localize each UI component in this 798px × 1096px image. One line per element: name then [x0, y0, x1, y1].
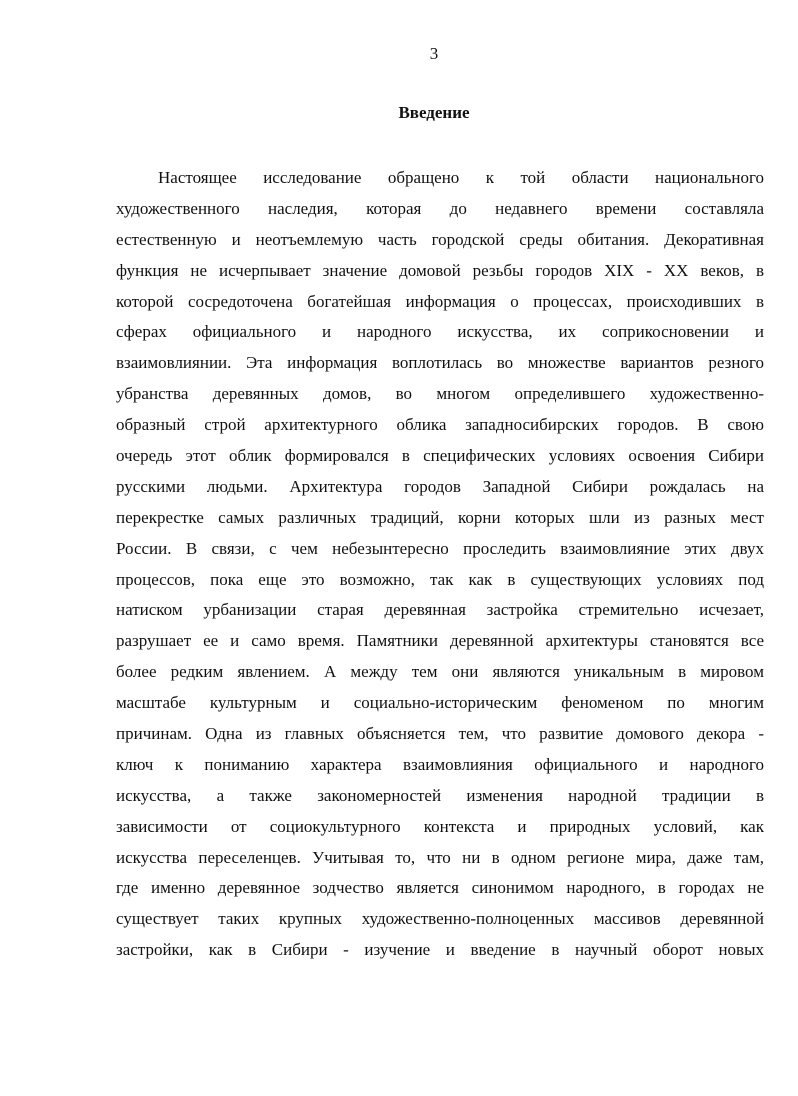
text-line: разрушает ее и само время. Памятники деревянной архитектуры становятся все: [116, 631, 764, 651]
section-heading: Введение: [398, 103, 470, 122]
introduction-paragraph: [116, 163, 764, 966]
text-line: Настоящее исследование обращено к той области национального: [158, 168, 764, 187]
text-line: ключ к пониманию характера взаимовлияния официального и народного: [116, 754, 764, 774]
text-line: взаимовлиянии. Эта информация воплотилась во множестве вариантов резного: [116, 353, 764, 373]
text-line: очередь этот облик формировался в специфических условиях освоения Сибири: [116, 446, 764, 466]
text-line: натиском урбанизации старая деревянная застройка стремительно исчезает,: [116, 600, 764, 620]
text-line: застройки, как в Сибири - изучение и введение в научный оборот новых: [116, 940, 764, 960]
text-line: где именно деревянное зодчество является синонимом народного, в городах не: [116, 878, 764, 898]
text-line: процессов, пока еще это возможно, так как в существующих условиях под: [116, 569, 764, 589]
text-line: художественного наследия, которая до недавнего времени составляла: [116, 198, 764, 218]
text-line: масштабе культурным и социально-историческим феноменом по многим: [116, 693, 764, 713]
text-line: более редким явлением. А между тем они являются уникальным в мировом: [116, 662, 764, 682]
text-line: функция не исчерпывает значение домовой резьбы городов XIX - XX веков, в: [116, 260, 764, 280]
text-line: убранства деревянных домов, во многом определившего художественно-: [116, 384, 764, 404]
text-line: сферах официального и народного искусства, их соприкосновении и: [116, 322, 764, 342]
text-line: искусства, а также закономерностей изменения народной традиции в: [116, 785, 764, 805]
text-line: естественную и неотъемлемую часть городской среды обитания. Декоративная: [116, 229, 764, 249]
text-line: существует таких крупных художественно-полноценных массивов деревянной: [116, 909, 764, 929]
text-line: причинам. Одна из главных объясняется тем, что развитие домового декора -: [116, 724, 764, 744]
text-line: перекрестке самых различных традиций, корни которых шли из разных мест: [116, 507, 764, 527]
page-number: 3: [429, 44, 439, 63]
text-line: образный строй архитектурного облика западносибирских городов. В свою: [116, 415, 764, 435]
text-line: искусства переселенцев. Учитывая то, что ни в одном регионе мира, даже там,: [116, 847, 764, 867]
text-line: которой сосредоточена богатейшая информация о процессах, происходивших в: [116, 291, 764, 311]
text-line: зависимости от социокультурного контекста и природных условий, как: [116, 816, 764, 836]
text-line: России. В связи, с чем небезынтересно проследить взаимовлияние этих двух: [116, 538, 764, 558]
text-line: русскими людьми. Архитектура городов Западной Сибири рождалась на: [116, 476, 764, 496]
